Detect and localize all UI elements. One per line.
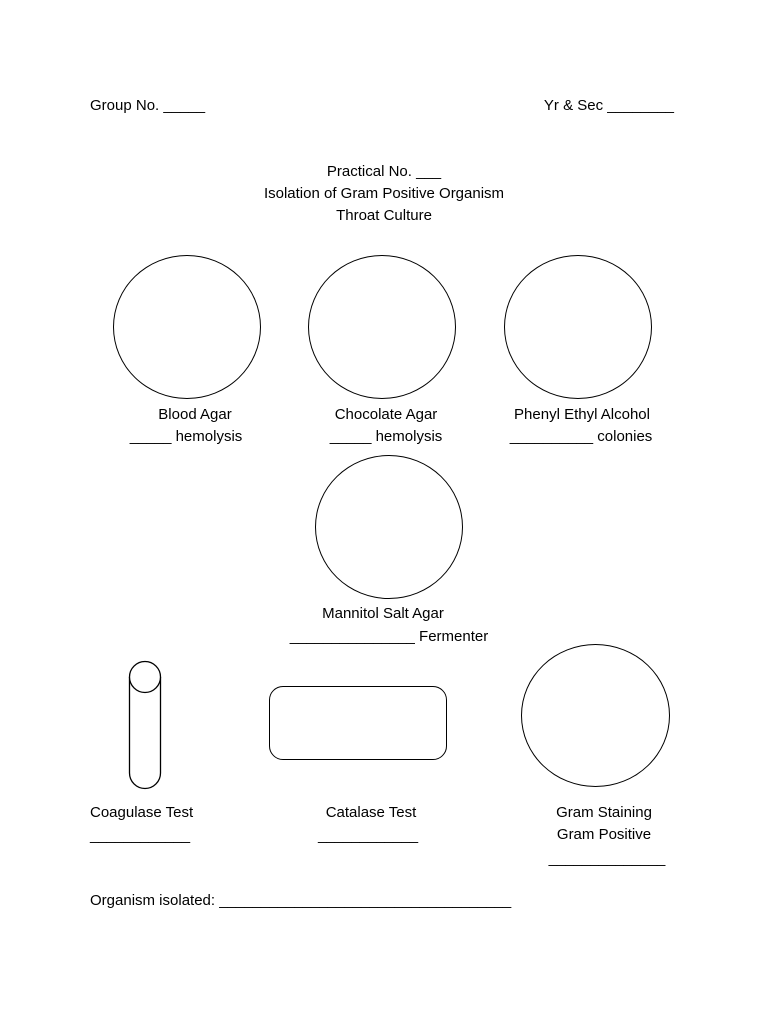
phenyl-ethyl-alcohol-label: Phenyl Ethyl Alcohol [514,406,650,423]
practical-title: Isolation of Gram Positive Organism [263,185,505,202]
coagulase-test-label: Coagulase Test [90,804,194,821]
organism-isolated-field: Organism isolated: ___________________________________ [90,892,512,909]
blood-agar-label: Blood Agar [158,406,232,423]
catalase-slide-box [269,686,447,760]
gram-staining-blank: ______________ [548,850,666,867]
phenyl-ethyl-alcohol-result: __________ colonies [509,428,653,445]
group-number-field: Group No. _____ [90,97,206,114]
mannitol-salt-agar-result: _______________ Fermenter [289,628,489,645]
practical-subtitle: Throat Culture [336,207,432,224]
blood-agar-result: _____ hemolysis [129,428,243,445]
coagulase-test-blank: ____________ [90,827,191,844]
gram-positive-label: Gram Positive [556,826,652,843]
catalase-test-blank: ____________ [317,827,419,844]
chocolate-agar-result: _____ hemolysis [329,428,443,445]
blood-agar-plate [113,255,261,399]
chocolate-agar-plate [308,255,456,399]
mannitol-salt-agar-plate [315,455,463,599]
catalase-test-label: Catalase Test [325,804,417,821]
year-section-field: Yr & Sec ________ [543,97,674,114]
test-tube-icon [128,661,162,789]
gram-staining-label: Gram Staining [556,804,652,821]
chocolate-agar-label: Chocolate Agar [334,406,438,423]
gram-stain-circle [521,644,670,787]
mannitol-salt-agar-label: Mannitol Salt Agar [322,605,444,622]
phenyl-ethyl-alcohol-plate [504,255,652,399]
practical-number: Practical No. ___ [326,163,442,180]
